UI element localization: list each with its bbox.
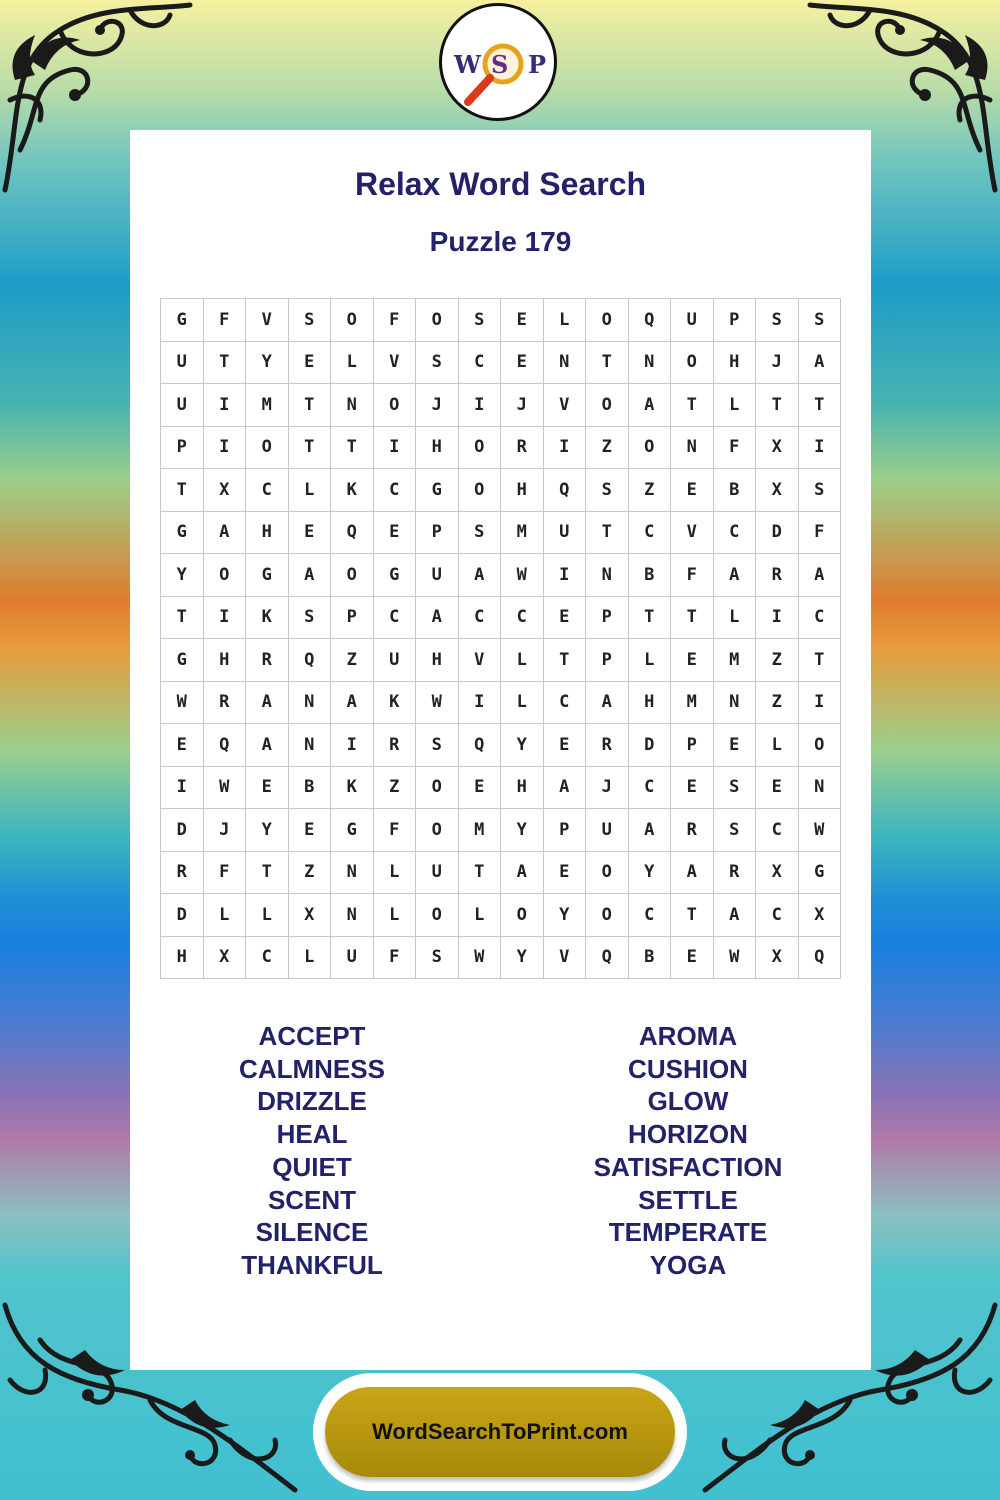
grid-cell[interactable]: M (246, 384, 289, 427)
grid-cell[interactable]: A (331, 681, 374, 724)
grid-row (161, 596, 841, 639)
grid-cell[interactable]: P (586, 596, 629, 639)
grid-cell[interactable]: E (288, 809, 331, 852)
logo-letter-p: P (528, 50, 547, 79)
grid-cell[interactable]: L (373, 851, 416, 894)
grid-row (161, 681, 841, 724)
grid-cell[interactable]: A (203, 511, 246, 554)
grid-cell[interactable]: C (756, 809, 799, 852)
grid-cell[interactable]: K (331, 766, 374, 809)
word-item: SCENT (267, 1184, 357, 1215)
grid-cell[interactable]: O (373, 384, 416, 427)
grid-cell[interactable]: O (586, 384, 629, 427)
grid-cell[interactable]: I (543, 426, 586, 469)
grid-cell[interactable]: T (161, 596, 204, 639)
grid-cell[interactable]: W (798, 809, 841, 852)
grid-row (161, 894, 841, 937)
grid-cell[interactable]: G (161, 299, 204, 342)
grid-cell[interactable]: N (543, 341, 586, 384)
grid-cell[interactable]: Y (161, 554, 204, 597)
grid-cell[interactable]: U (161, 341, 204, 384)
grid-cell[interactable]: E (671, 936, 714, 979)
word-item: SATISFACTION (593, 1151, 783, 1182)
grid-cell[interactable]: N (628, 341, 671, 384)
grid-cell[interactable]: A (628, 384, 671, 427)
grid-row (161, 851, 841, 894)
grid-cell[interactable]: O (458, 469, 501, 512)
grid-cell[interactable]: Z (628, 469, 671, 512)
grid-cell[interactable]: C (458, 596, 501, 639)
word-item: ACCEPT (258, 1021, 366, 1051)
grid-cell[interactable]: B (628, 936, 671, 979)
grid-cell[interactable]: S (288, 299, 331, 342)
word-item: DRIZZLE (257, 1086, 367, 1117)
grid-cell[interactable]: U (161, 384, 204, 427)
grid-cell[interactable]: F (798, 511, 841, 554)
grid-row (161, 554, 841, 597)
grid-cell[interactable]: I (203, 426, 246, 469)
grid-cell[interactable]: P (331, 596, 374, 639)
grid-cell[interactable]: L (373, 894, 416, 937)
grid-cell[interactable]: C (543, 681, 586, 724)
grid-cell[interactable]: G (161, 639, 204, 682)
grid-cell[interactable]: T (671, 384, 714, 427)
grid-cell[interactable]: V (671, 511, 714, 554)
grid-cell[interactable]: O (246, 426, 289, 469)
grid-row (161, 469, 841, 512)
grid-row (161, 299, 841, 342)
grid-cell[interactable]: A (543, 766, 586, 809)
word-item: AROMA (638, 1021, 738, 1051)
grid-cell[interactable]: T (586, 511, 629, 554)
grid-cell[interactable]: R (161, 851, 204, 894)
grid-cell[interactable]: C (628, 894, 671, 937)
grid-cell[interactable]: I (203, 596, 246, 639)
grid-cell[interactable]: E (458, 766, 501, 809)
grid-cell[interactable]: I (458, 384, 501, 427)
grid-cell[interactable]: J (203, 809, 246, 852)
grid-cell[interactable]: Q (331, 511, 374, 554)
grid-cell[interactable]: L (331, 341, 374, 384)
grid-cell[interactable]: A (246, 724, 289, 767)
grid-cell[interactable]: Q (288, 639, 331, 682)
grid-cell[interactable]: O (586, 894, 629, 937)
grid-cell[interactable]: M (713, 639, 756, 682)
grid-cell[interactable]: Y (501, 724, 544, 767)
grid-cell[interactable]: O (416, 809, 459, 852)
grid-cell[interactable]: N (288, 681, 331, 724)
grid-cell[interactable]: R (373, 724, 416, 767)
grid-cell[interactable]: O (331, 554, 374, 597)
grid-cell[interactable]: L (288, 469, 331, 512)
grid-cell[interactable]: E (543, 724, 586, 767)
grid-cell[interactable]: E (288, 341, 331, 384)
grid-cell[interactable]: X (756, 426, 799, 469)
grid-cell[interactable]: X (798, 894, 841, 937)
grid-cell[interactable]: P (671, 724, 714, 767)
grid-cell[interactable]: R (501, 426, 544, 469)
grid-cell[interactable]: R (246, 639, 289, 682)
grid-cell[interactable]: D (756, 511, 799, 554)
grid-cell[interactable]: S (713, 766, 756, 809)
grid-cell[interactable]: I (798, 681, 841, 724)
grid-cell[interactable]: A (671, 851, 714, 894)
grid-cell[interactable]: P (416, 511, 459, 554)
grid-cell[interactable]: F (203, 851, 246, 894)
grid-cell[interactable]: G (416, 469, 459, 512)
grid-cell[interactable]: T (671, 894, 714, 937)
grid-row (161, 426, 841, 469)
grid-cell[interactable]: Y (501, 809, 544, 852)
grid-row (161, 341, 841, 384)
grid-cell[interactable]: W (203, 766, 246, 809)
grid-cell[interactable]: X (756, 851, 799, 894)
grid-cell[interactable]: V (246, 299, 289, 342)
grid-cell[interactable]: T (543, 639, 586, 682)
grid-cell[interactable]: L (543, 299, 586, 342)
grid-cell[interactable]: M (501, 511, 544, 554)
grid-cell[interactable]: U (586, 809, 629, 852)
grid-cell[interactable]: H (416, 426, 459, 469)
grid-cell[interactable]: M (671, 681, 714, 724)
grid-cell[interactable]: H (501, 469, 544, 512)
grid-cell[interactable]: Q (203, 724, 246, 767)
grid-row (161, 511, 841, 554)
grid-cell[interactable]: U (543, 511, 586, 554)
grid-cell[interactable]: R (586, 724, 629, 767)
grid-cell[interactable]: E (373, 511, 416, 554)
grid-cell[interactable]: B (713, 469, 756, 512)
grid-cell[interactable]: J (756, 341, 799, 384)
grid-cell[interactable]: O (458, 426, 501, 469)
site-link-button[interactable] (325, 1387, 675, 1477)
grid-cell[interactable]: O (671, 341, 714, 384)
grid-cell[interactable]: A (501, 851, 544, 894)
word-item: HEAL (276, 1119, 348, 1150)
grid-cell[interactable]: P (713, 299, 756, 342)
grid-cell[interactable]: N (586, 554, 629, 597)
grid-cell[interactable]: Q (586, 936, 629, 979)
grid-cell[interactable]: T (331, 426, 374, 469)
word-item: CALMNESS (239, 1053, 385, 1084)
grid-cell[interactable]: U (416, 851, 459, 894)
grid-cell[interactable]: O (798, 724, 841, 767)
grid-cell[interactable]: Z (756, 681, 799, 724)
grid-cell[interactable]: O (416, 299, 459, 342)
grid-cell[interactable]: K (373, 681, 416, 724)
grid-cell[interactable]: Q (798, 936, 841, 979)
grid-cell[interactable]: T (628, 596, 671, 639)
grid-cell[interactable]: C (246, 936, 289, 979)
grid-cell[interactable]: B (288, 766, 331, 809)
grid-cell[interactable]: K (246, 596, 289, 639)
grid-row (161, 766, 841, 809)
grid-cell[interactable]: A (798, 554, 841, 597)
grid-cell[interactable]: S (713, 809, 756, 852)
word-item: HORIZON (628, 1119, 748, 1150)
grid-cell[interactable]: E (543, 596, 586, 639)
grid-cell[interactable]: L (501, 681, 544, 724)
grid-cell[interactable]: L (628, 639, 671, 682)
word-item: TEMPERATE (608, 1217, 768, 1248)
grid-cell[interactable]: V (543, 384, 586, 427)
grid-row (161, 384, 841, 427)
word-item: CUSHION (628, 1053, 748, 1084)
word-item: GLOW (647, 1086, 729, 1117)
grid-cell[interactable]: X (756, 936, 799, 979)
grid-cell[interactable]: V (543, 936, 586, 979)
grid-cell[interactable]: A (713, 894, 756, 937)
grid-cell[interactable]: H (713, 341, 756, 384)
grid-cell[interactable]: C (628, 511, 671, 554)
grid-cell[interactable]: S (416, 936, 459, 979)
grid-cell[interactable]: G (161, 511, 204, 554)
grid-cell[interactable]: S (458, 511, 501, 554)
grid-cell[interactable]: S (416, 724, 459, 767)
grid-cell[interactable]: A (586, 681, 629, 724)
grid-cell[interactable]: L (713, 596, 756, 639)
grid-cell[interactable]: N (331, 894, 374, 937)
grid-cell[interactable]: E (501, 341, 544, 384)
grid-cell[interactable]: H (628, 681, 671, 724)
grid-cell[interactable]: Y (628, 851, 671, 894)
grid-cell[interactable]: L (756, 724, 799, 767)
grid-cell[interactable]: C (246, 469, 289, 512)
grid-cell[interactable]: T (671, 596, 714, 639)
grid-cell[interactable]: T (246, 851, 289, 894)
grid-cell[interactable]: Y (501, 936, 544, 979)
grid-cell[interactable]: L (203, 894, 246, 937)
grid-cell[interactable]: O (586, 299, 629, 342)
grid-cell[interactable]: L (288, 936, 331, 979)
grid-row (161, 936, 841, 979)
grid-cell[interactable]: J (416, 384, 459, 427)
grid-cell[interactable]: T (798, 384, 841, 427)
grid-cell[interactable]: T (203, 341, 246, 384)
grid-cell[interactable]: I (373, 426, 416, 469)
logo-letter-w: W (454, 50, 481, 79)
grid-cell[interactable]: V (458, 639, 501, 682)
grid-cell[interactable]: N (288, 724, 331, 767)
grid-cell[interactable]: Q (543, 469, 586, 512)
grid-cell[interactable]: N (671, 426, 714, 469)
grid-cell[interactable]: R (713, 851, 756, 894)
grid-cell[interactable]: X (203, 469, 246, 512)
word-item: QUIET (272, 1151, 352, 1182)
grid-cell[interactable]: E (501, 299, 544, 342)
grid-cell[interactable]: E (671, 469, 714, 512)
word-item: SETTLE (638, 1184, 738, 1215)
grid-cell[interactable]: E (246, 766, 289, 809)
grid-cell[interactable]: O (628, 426, 671, 469)
grid-cell[interactable]: I (458, 681, 501, 724)
grid-cell[interactable]: H (203, 639, 246, 682)
grid-cell[interactable]: I (756, 596, 799, 639)
grid-cell[interactable]: G (373, 554, 416, 597)
grid-cell[interactable]: I (331, 724, 374, 767)
grid-cell[interactable]: E (713, 724, 756, 767)
grid-cell[interactable]: U (331, 936, 374, 979)
grid-cell[interactable]: F (373, 299, 416, 342)
grid-cell[interactable]: O (203, 554, 246, 597)
grid-cell[interactable]: T (458, 851, 501, 894)
site-link-label: WordSearchToPrint.com (372, 1419, 628, 1444)
grid-cell[interactable]: Z (373, 766, 416, 809)
grid-cell[interactable]: L (501, 639, 544, 682)
word-item: THANKFUL (241, 1249, 383, 1280)
grid-cell[interactable]: F (203, 299, 246, 342)
grid-cell[interactable]: W (713, 936, 756, 979)
grid-cell[interactable]: R (756, 554, 799, 597)
grid-cell[interactable]: X (288, 894, 331, 937)
grid-cell[interactable]: A (288, 554, 331, 597)
grid-cell[interactable]: S (416, 341, 459, 384)
grid-cell[interactable]: F (373, 936, 416, 979)
puzzle-number: Puzzle 179 (429, 226, 572, 257)
logo-letter-s: S (491, 50, 509, 79)
grid-cell[interactable]: I (161, 766, 204, 809)
grid-cell[interactable]: E (671, 639, 714, 682)
grid-cell[interactable]: L (246, 894, 289, 937)
grid-cell[interactable]: E (671, 766, 714, 809)
grid-cell[interactable]: M (458, 809, 501, 852)
grid-cell[interactable]: S (756, 299, 799, 342)
grid-cell[interactable]: H (416, 639, 459, 682)
grid-cell[interactable]: C (628, 766, 671, 809)
grid-cell[interactable]: E (288, 511, 331, 554)
grid-cell[interactable]: F (713, 426, 756, 469)
grid-cell[interactable]: S (798, 299, 841, 342)
grid-cell[interactable]: P (161, 426, 204, 469)
grid-cell[interactable]: R (203, 681, 246, 724)
grid-cell[interactable]: G (246, 554, 289, 597)
grid-cell[interactable]: C (713, 511, 756, 554)
grid-cell[interactable]: P (543, 809, 586, 852)
grid-cell[interactable]: A (713, 554, 756, 597)
grid-cell[interactable]: A (458, 554, 501, 597)
grid-cell[interactable]: A (246, 681, 289, 724)
grid-cell[interactable]: F (373, 809, 416, 852)
grid-cell[interactable]: O (586, 851, 629, 894)
grid-row (161, 809, 841, 852)
grid-cell[interactable]: S (586, 469, 629, 512)
grid-cell[interactable]: L (713, 384, 756, 427)
grid-cell[interactable]: E (756, 766, 799, 809)
word-list-right (528, 1020, 848, 1282)
grid-cell[interactable]: D (161, 809, 204, 852)
grid-cell[interactable]: O (331, 299, 374, 342)
grid-cell[interactable]: C (756, 894, 799, 937)
grid-cell[interactable]: V (373, 341, 416, 384)
grid-cell[interactable]: Q (458, 724, 501, 767)
grid-cell[interactable]: Q (628, 299, 671, 342)
grid-cell[interactable]: J (586, 766, 629, 809)
grid-cell[interactable]: Y (246, 341, 289, 384)
grid-cell[interactable]: Y (543, 894, 586, 937)
grid-cell[interactable]: X (756, 469, 799, 512)
page-title: Relax Word Search (354, 166, 647, 202)
grid-cell[interactable]: X (203, 936, 246, 979)
grid-cell[interactable]: I (543, 554, 586, 597)
grid-cell[interactable]: N (713, 681, 756, 724)
grid-cell[interactable]: N (331, 384, 374, 427)
word-list-left (152, 1020, 472, 1282)
grid-cell[interactable]: I (203, 384, 246, 427)
grid-cell[interactable]: Z (586, 426, 629, 469)
grid-cell[interactable]: D (161, 894, 204, 937)
grid-cell[interactable]: N (331, 851, 374, 894)
letter-grid (160, 298, 841, 979)
word-item: SILENCE (255, 1217, 369, 1248)
grid-row (161, 724, 841, 767)
grid-cell[interactable]: A (798, 341, 841, 384)
grid-cell[interactable]: Z (756, 639, 799, 682)
grid-cell[interactable]: P (586, 639, 629, 682)
grid-cell[interactable]: L (458, 894, 501, 937)
grid-cell[interactable]: W (161, 681, 204, 724)
grid-cell[interactable]: H (161, 936, 204, 979)
grid-cell[interactable]: T (288, 426, 331, 469)
grid-cell[interactable]: C (458, 341, 501, 384)
grid-cell[interactable]: O (416, 894, 459, 937)
grid-cell[interactable]: A (416, 596, 459, 639)
grid-cell[interactable]: C (373, 596, 416, 639)
grid-cell[interactable]: U (416, 554, 459, 597)
grid-cell[interactable]: R (671, 809, 714, 852)
grid-cell[interactable]: E (161, 724, 204, 767)
grid-cell[interactable]: U (373, 639, 416, 682)
grid-cell[interactable]: J (501, 384, 544, 427)
grid-cell[interactable]: S (288, 596, 331, 639)
wsp-logo[interactable] (439, 3, 557, 121)
grid-cell[interactable]: D (628, 724, 671, 767)
grid-cell[interactable]: T (756, 384, 799, 427)
grid-cell[interactable]: C (373, 469, 416, 512)
word-item: YOGA (649, 1249, 727, 1280)
grid-cell[interactable]: W (416, 681, 459, 724)
grid-cell[interactable]: S (458, 299, 501, 342)
grid-cell[interactable]: C (798, 596, 841, 639)
grid-cell[interactable]: W (458, 936, 501, 979)
grid-cell[interactable]: K (331, 469, 374, 512)
grid-cell[interactable]: Z (331, 639, 374, 682)
grid-cell[interactable]: S (798, 469, 841, 512)
grid-cell[interactable]: N (798, 766, 841, 809)
grid-cell[interactable]: T (586, 341, 629, 384)
grid-cell[interactable]: I (798, 426, 841, 469)
grid-cell[interactable]: H (501, 766, 544, 809)
grid-cell[interactable]: Y (246, 809, 289, 852)
grid-cell[interactable]: G (798, 851, 841, 894)
grid-cell[interactable]: T (798, 639, 841, 682)
grid-cell[interactable]: B (628, 554, 671, 597)
grid-cell[interactable]: Z (288, 851, 331, 894)
grid-cell[interactable]: F (671, 554, 714, 597)
grid-cell[interactable]: H (246, 511, 289, 554)
grid-cell[interactable]: O (416, 766, 459, 809)
grid-cell[interactable]: E (543, 851, 586, 894)
grid-cell[interactable]: T (288, 384, 331, 427)
grid-cell[interactable]: O (501, 894, 544, 937)
grid-row (161, 639, 841, 682)
grid-cell[interactable]: U (671, 299, 714, 342)
grid-cell[interactable]: T (161, 469, 204, 512)
grid-cell[interactable]: G (331, 809, 374, 852)
grid-cell[interactable]: A (628, 809, 671, 852)
grid-cell[interactable]: C (501, 596, 544, 639)
grid-cell[interactable]: W (501, 554, 544, 597)
